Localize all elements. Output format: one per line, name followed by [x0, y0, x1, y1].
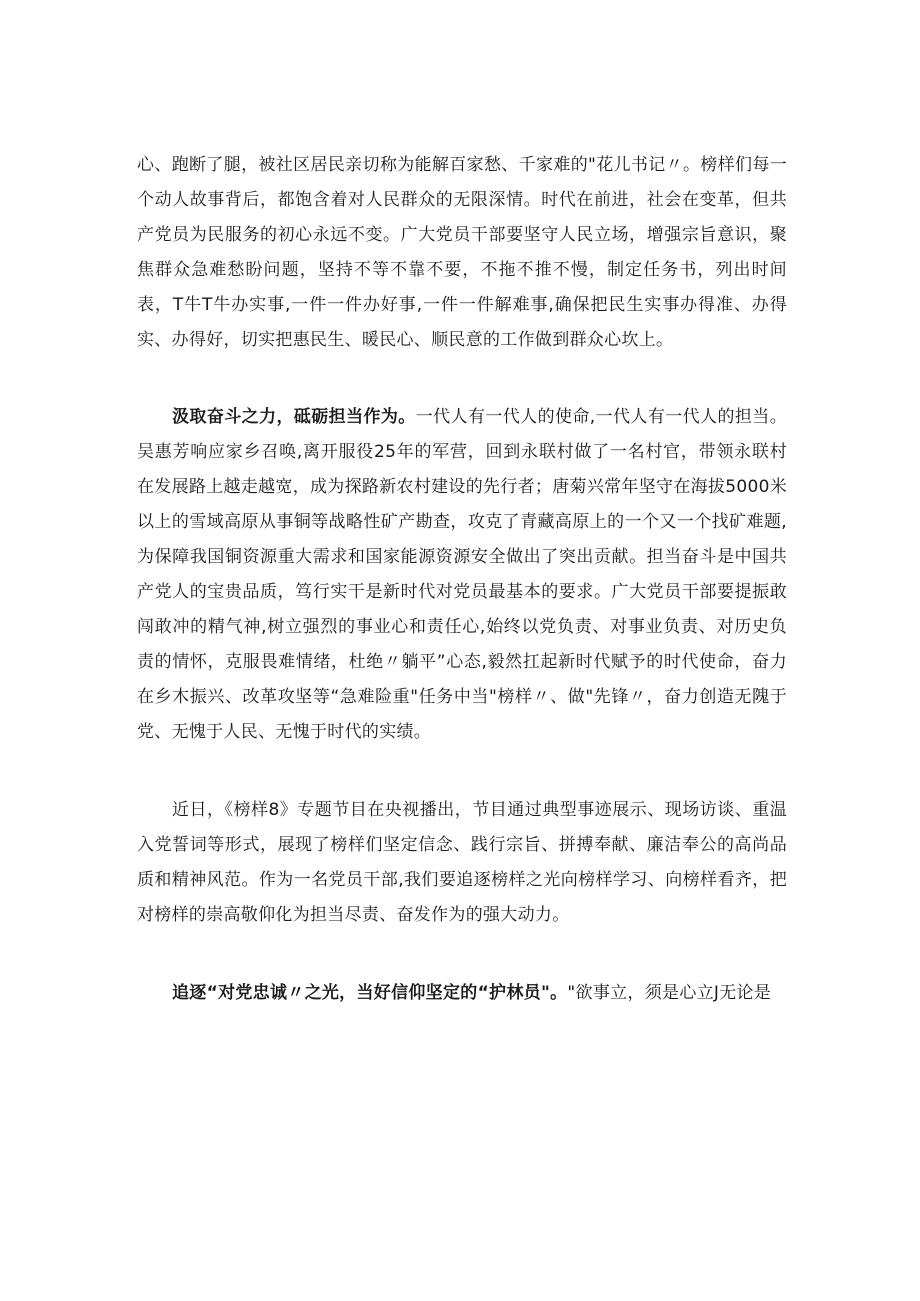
paragraph-2 — [137, 400, 787, 750]
paragraph-1 — [137, 148, 787, 358]
paragraph-3-text: 近日，《榜样8》专题节目在央视播出，节目通过典型事迹展示、现场访谈、重温入党誓词等形式，展现了榜样们坚定信念、践行宗旨、拼搏奉献、廉洁奉公的高尚品质和精神风范。作为一名党员干部,我们要追逐榜样之光向榜样学习、向榜样看齐，把对榜样的崇高敬仰化为担当尽责、奋发作为的强大动力。 — [137, 800, 787, 925]
paragraph-2-heading: 汲取奋斗之力，砥砺担当作为。 — [172, 407, 416, 427]
paragraph-3 — [137, 793, 787, 933]
paragraph-4 — [137, 976, 787, 1011]
paragraph-4-text: "欲事立，须是心立J无论是 — [567, 983, 772, 1003]
paragraph-1-text: 心、跑断了腿，被社区居民亲切称为能解百家愁、千家难的"花儿书记〃。榜样们每一个动人故事背后，都饱含着对人民群众的无限深情。时代在前进，社会在变革，但共产党员为民服务的初心永远不变。广大党员干部要坚守人民立场，增强宗旨意识，聚焦群众急难愁盼问题，坚持不等不靠不要，不拖不推不慢，制定任务书，列出时间表，T牛T牛办实事,一件一件办好事,一件一件解难事,确保把民生实事办得准、办得实、办得好，切实把惠民生、暖民心、顺民意的工作做到群众心坎上。 — [137, 155, 787, 350]
paragraph-4-heading: 追逐“对党忠诚〃之光，当好信仰坚定的“护林员"。 — [172, 983, 568, 1003]
document-page — [137, 148, 787, 1011]
paragraph-2-text: 一代人有一代人的使命,一代人有一代人的担当。吴惠芳响应家乡召唤,离开服役25年的军营，回到永联村做了一名村官，带领永联村在发展路上越走越宽，成为探路新农村建设的先行者；唐菊兴常年坚守在海拔5000米以上的雪域高原从事铜等战略性矿产勘查，攻克了青藏高原上的一个又一个找矿难题,为保障我国铜资源重大需求和国家能源资源安全做出了突出贡献。担当奋斗是中国共产党人的宝贵品质，笃行实干是新时代对党员最基本的要求。广大党员干部要提振敢闯敢冲的精气神,树立强烈的事业心和责任心,始终以党负责、对事业负责、对历史负责的情怀，克服畏难情绪，杜绝〃躺平”心态,毅然扛起新时代赋予的时代使命，奋力在乡木振兴、改革攻坚等“急难险重"任务中当"榜样〃、做"先锋〃，奋力创造无隗于党、无愧于人民、无愧于时代的实绩。 — [137, 407, 787, 742]
